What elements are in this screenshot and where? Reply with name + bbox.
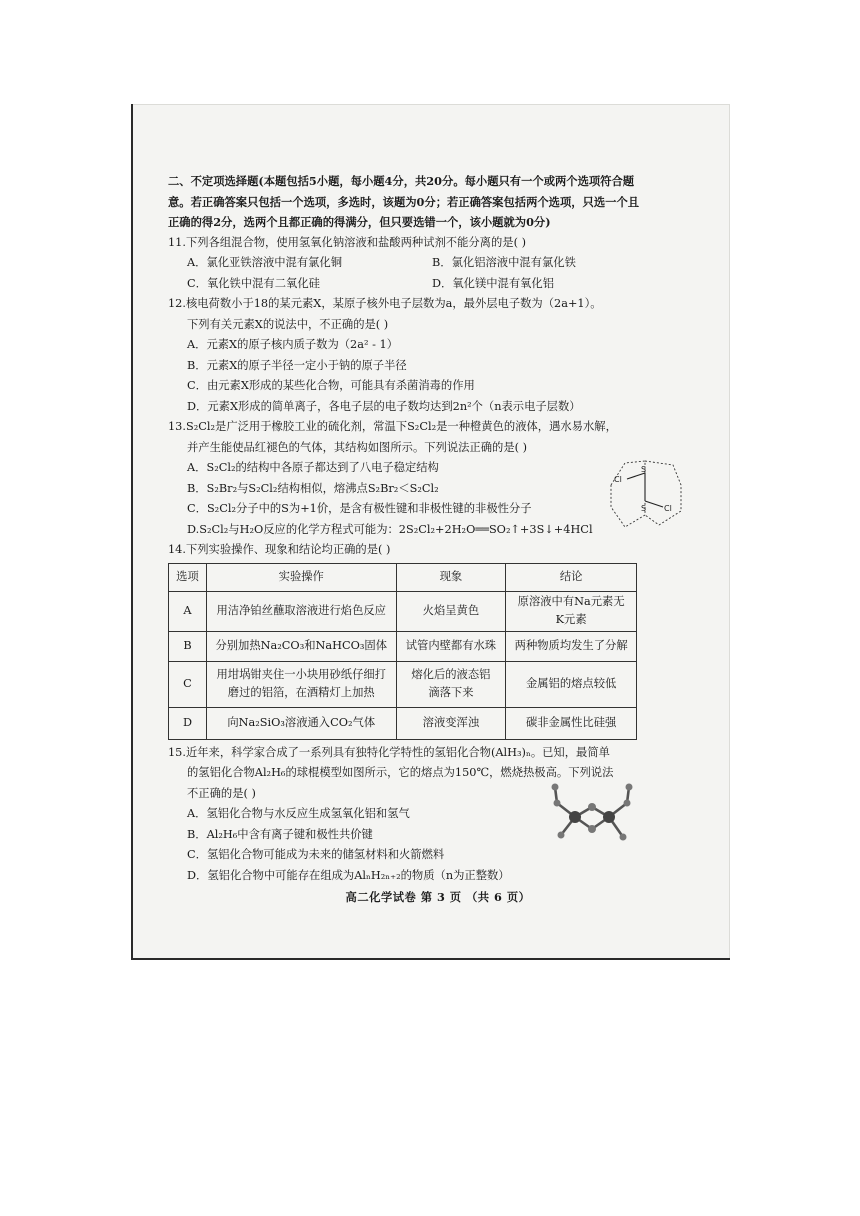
q11-option-c: C．氧化铁中混有二氧化硅 [187,276,320,290]
q12-option-a: A．元素X的原子核内质子数为（2a² - 1） [187,338,398,351]
row-d-phenomenon: 溶液变浑浊 [396,707,506,739]
row-c-operation-line2: 磨过的铝箔，在酒精灯上加热 [227,686,375,699]
q15-block [168,743,708,887]
row-c-phenomenon [396,661,506,707]
q15-option-d: D．氢铝化合物中可能存在组成为AlₙH₂ₙ₊₂的物质（n为正整数） [187,868,510,882]
exam-content [168,171,708,908]
q15-option-c: C．氢铝化合物可能成为未来的储氢材料和火箭燃料 [187,848,445,861]
q15-stem-line3: 不正确的是( ) [187,786,256,800]
header-operation: 实验操作 [206,563,396,591]
s2cl2-structure-diagram [603,455,688,535]
s-label-2: S [641,504,647,513]
q14-stem: 14.下列实验操作、现象和结论均正确的是( ) [168,543,391,556]
header-conclusion: 结论 [506,563,637,591]
row-c-phenomenon-line1: 熔化后的液态铝 [411,668,491,681]
q12-option-b: B．元素X的原子半径一定小于钠的原子半径 [187,358,407,372]
q15-stem-line1: 15.近年来，科学家合成了一系列具有独特化学特性的氢铝化合物(AlH₃)ₙ。已知，最简单 [168,745,610,759]
row-c-conclusion: 金属铝的熔点较低 [506,661,637,707]
section-header-line3: 正确的得2分，选两个且都正确的得满分，但只要选错一个，该小题就为0分) [168,215,551,229]
s-label-1: S [641,465,647,474]
al2h6-ball-stick-model [545,779,640,851]
cl-label-2: Cl [664,504,672,513]
row-c-option: C [169,661,207,707]
q13-stem-line2: 并产生能使品红褪色的气体，其结构如图所示。下列说法正确的是( ) [187,440,528,454]
row-c-phenomenon-line2: 滴落下来 [428,686,474,699]
section-header-line2: 意。若正确答案只包括一个选项，多选时，该题为0分；若正确答案包括两个选项，只选一个且 [168,194,640,209]
row-a-conclusion [506,591,637,631]
row-b-option: B [169,631,207,661]
row-a-conclusion-line2: K元素 [555,613,587,626]
table-row [169,661,637,707]
q11-options-row1 [168,253,708,274]
q11-option-b: B．氯化铝溶液中混有氯化铁 [432,256,576,269]
q13-option-b: B．S₂Br₂与S₂Cl₂结构相似，熔沸点S₂Br₂＜S₂Cl₂ [187,481,439,495]
q13-option-a: A．S₂Cl₂的结构中各原子都达到了八电子稳定结构 [187,461,439,474]
table-row [169,591,637,631]
q13-stem-line1: 13.S₂Cl₂是广泛用于橡胶工业的硫化剂，常温下S₂Cl₂是一种橙黄色的液体，遇水易水解， [168,420,617,433]
q12-stem-line2: 下列有关元素X的说法中，不正确的是( ) [187,317,389,331]
row-b-conclusion: 两种物质均发生了分解 [506,631,637,661]
row-c-operation-line1: 用坩埚钳夹住一小块用砂纸仔细打 [216,668,386,681]
table-header-row [169,563,637,591]
cl-label-1: Cl [614,475,622,484]
section-header-line1: 二、不定项选择题(本题包括5小题，每小题4分，共20分。每小题只有一个或两个选项符合题 [168,174,635,188]
q11-options-row2 [168,274,708,295]
row-a-phenomenon: 火焰呈黄色 [396,591,506,631]
page-footer: 高二化学试卷 第 3 页 （共 6 页） [345,890,531,904]
q12-option-d: D．元素X形成的简单离子，各电子层的电子数均达到2n²个（n表示电子层数） [187,399,581,413]
row-b-phenomenon: 试管内壁都有水珠 [396,631,506,661]
q13-option-d: D.S₂Cl₂与H₂O反应的化学方程式可能为：2S₂Cl₂+2H₂O══SO₂↑+3S↓+4HCl [187,522,593,536]
table-row [169,707,637,739]
row-d-conclusion: 碳非金属性比硅强 [506,707,637,739]
exam-paper [131,104,730,960]
q11-option-a: A．氯化亚铁溶液中混有氯化铜 [187,256,343,269]
header-option: 选项 [169,563,207,591]
row-b-operation: 分别加热Na₂CO₃和NaHCO₃固体 [206,631,396,661]
q12-stem-line1: 12.核电荷数小于18的某元素X，某原子核外电子层数为a，最外层电子数为（2a+1）。 [168,297,602,310]
header-phenomenon: 现象 [396,563,506,591]
row-a-option: A [169,591,207,631]
row-c-operation [206,661,396,707]
q13-option-c: C．S₂Cl₂分子中的S为+1价，是含有极性键和非极性键的非极性分子 [187,502,532,515]
q13-block [168,417,708,540]
q15-stem-line2: 的氢铝化合物Al₂H₆的球棍模型如图所示，它的熔点为150℃，燃烧热极高。下列说法 [187,766,614,779]
row-d-operation: 向Na₂SiO₃溶液通入CO₂气体 [206,707,396,739]
row-d-option: D [169,707,207,739]
q14-experiment-table [168,563,637,740]
row-a-operation: 用洁净铂丝蘸取溶液进行焰色反应 [206,591,396,631]
q15-option-b: B．Al₂H₆中含有离子键和极性共价键 [187,827,373,841]
table-row [169,631,637,661]
row-a-conclusion-line1: 原溶液中有Na元素无 [517,595,625,608]
q11-option-d: D．氧化镁中混有氧化铝 [432,276,555,290]
q15-option-a: A．氢铝化合物与水反应生成氢氧化铝和氢气 [187,807,410,820]
q12-option-c: C．由元素X形成的某些化合物，可能具有杀菌消毒的作用 [187,379,475,392]
q11-stem: 11.下列各组混合物，使用氢氧化钠溶液和盐酸两种试剂不能分离的是( ) [168,235,526,249]
